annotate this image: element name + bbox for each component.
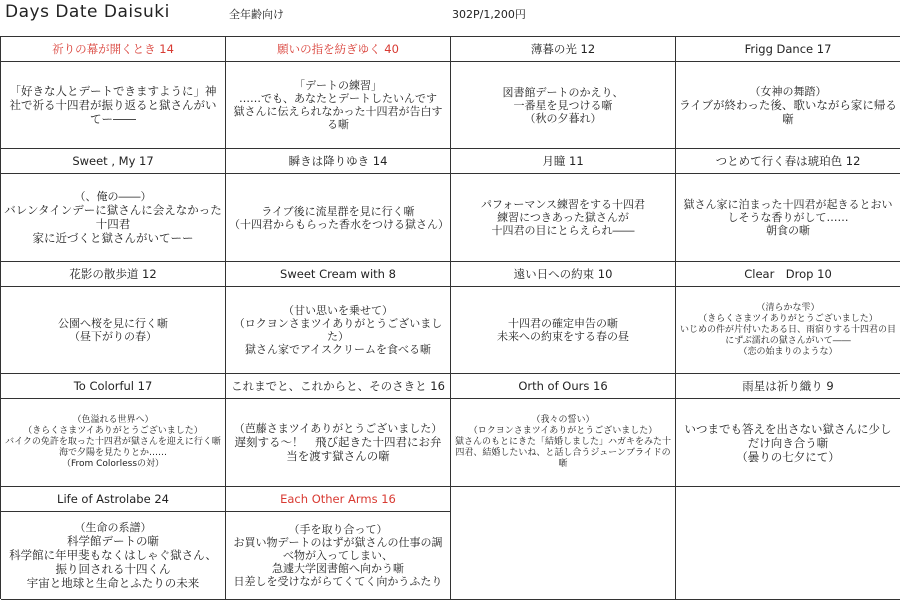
description-line: ライブ後に流星群を見に行く噺 <box>261 204 415 218</box>
description-line: 図書館デートのかえり、 <box>502 85 624 99</box>
cell-description <box>226 512 450 599</box>
header <box>0 0 900 36</box>
description-line: 日差しを受けながらてくてく向かうふたり <box>233 575 443 588</box>
description-line: （きらくさまツイありがとうございました） <box>698 313 878 324</box>
description-line: いつまでも答えを出さない獄さんに少しだけ向き合う噺 <box>684 421 892 450</box>
song-title: つとめて行く春は琥珀色 12 <box>676 149 900 174</box>
song-title: 祈りの幕が開くとき 14 <box>1 37 225 62</box>
grid-cell <box>451 262 676 374</box>
description-line: （昼下がりの春） <box>69 330 157 343</box>
description-line: ライブが終わった後、歌いながら家に帰る噺 <box>679 97 897 126</box>
description-line: （女神の舞踏） <box>749 84 827 98</box>
cell-description <box>226 62 450 148</box>
cell-description <box>451 287 675 373</box>
description-line: ……でも、あなたとデートしたいんです <box>239 92 437 105</box>
cell-description <box>1 62 225 148</box>
song-title: 瞬きは降りゆき 14 <box>226 149 450 174</box>
song-title: 薄暮の光 12 <box>451 37 675 62</box>
description-line: 「デートの練習」 <box>294 79 382 92</box>
description-line: （甘い思いを乗せて） <box>283 304 393 317</box>
song-title: Clear Drop 10 <box>676 262 900 287</box>
song-title: Each Other Arms 16 <box>226 487 450 512</box>
description-line: 十四君の確定申告の噺 <box>508 317 618 330</box>
description-line: 獄さんのもとにきた「結婚しました」ハガキをみた十四君、結婚したいね、と話し合うジューンブライドの噺 <box>454 437 671 469</box>
song-title: To Colorful 17 <box>1 374 225 399</box>
description-line: （ロクヨンさまツイありがとうございました） <box>468 426 658 436</box>
cell-description <box>1 287 225 373</box>
cell-description <box>676 287 900 373</box>
description-line: 未来への約束をする春の昼 <box>497 330 629 343</box>
grid-cell <box>676 149 900 262</box>
description-line: （、俺の――） <box>74 190 152 203</box>
grid-cell <box>226 149 451 262</box>
description-line: 科学館に年甲斐もなくはしゃぐ獄さん、振り回される十四くん <box>9 548 217 576</box>
grid-cell <box>676 374 900 487</box>
song-title: 花影の散歩道 12 <box>1 262 225 287</box>
song-title: 遠い日への約束 10 <box>451 262 675 287</box>
description-line: （色溢れる世界へ） <box>72 415 154 425</box>
cell-description <box>451 399 675 486</box>
description-line: 練習につきあった獄さんが <box>497 211 629 224</box>
description-line: （ロクヨンさまツイありがとうございました） <box>233 317 443 343</box>
grid-cell <box>676 262 900 374</box>
cell-description <box>676 399 900 486</box>
description-line: 海で夕陽を見たりとか…… <box>58 448 167 458</box>
description-line: いじめの件が片付いたある日、雨宿りする十四君の目にずぶ濡れの獄さんがいて―― <box>679 324 896 346</box>
description-line: （芭藤さまツイありがとうございました） <box>233 422 443 435</box>
description-line: 宇宙と地球と生命とふたりの未来 <box>26 576 200 590</box>
cell-description <box>226 174 450 261</box>
description-line: 朝食の噺 <box>766 224 810 237</box>
cell-description <box>451 62 675 148</box>
description-line: （十四君からもらった香水をつける獄さん） <box>229 217 449 231</box>
description-line: 獄さん家に泊まった十四君が起きるとおいしそうな香りがして…… <box>683 198 893 224</box>
audience-rating: 全年齢向け <box>229 8 284 21</box>
description-line: （曇りの七夕にて） <box>736 449 840 464</box>
grid-cell <box>451 37 676 149</box>
grid-cell <box>1 262 226 374</box>
grid-cell <box>1 487 226 600</box>
description-line: バイクの免許を取った十四君が獄さんを迎えに行く噺 <box>5 437 221 447</box>
song-title: Sweet Cream with 8 <box>226 262 450 287</box>
description-line: 科学館デートの噺 <box>67 534 159 548</box>
price-info: 302P/1,200円 <box>452 8 526 21</box>
cell-description <box>676 62 900 148</box>
grid-cell <box>226 37 451 149</box>
grid-cell <box>226 374 451 487</box>
description-line: 獄さん家でアイスクリームを食べる噺 <box>245 343 431 356</box>
description-line: 「好きな人とデートできますように」神社で祈る十四君が振り返ると獄さんがいてー―― <box>9 84 217 126</box>
song-title: これまでと、これからと、そのさきと 16 <box>226 374 450 399</box>
description-line: 十四君の目にとらえられ―― <box>491 224 635 237</box>
grid-cell <box>1 37 226 149</box>
description-line: 遅刻する～！ 飛び起きた十四君にお弁当を渡す獄さんの噺 <box>234 435 442 463</box>
description-line: パフォーマンス練習をする十四君 <box>480 198 646 211</box>
description-line: お買い物デートのはずが獄さんの仕事の調べ物が入ってしまい、 <box>233 536 443 562</box>
song-grid <box>0 36 900 599</box>
description-line: （手を取り合って） <box>288 523 388 536</box>
description-line: 急遽大学図書館へ向かう噺 <box>272 562 404 575</box>
description-line: （きらくさまツイありがとうございました） <box>23 426 203 436</box>
cell-description <box>226 399 450 486</box>
description-line: 公園へ桜を見に行く噺 <box>58 317 168 330</box>
description-line: バレンタインデーに獄さんに会えなかった十四君 <box>4 203 222 231</box>
description-line: 家に近づくと獄さんがいてーー <box>32 231 194 245</box>
description-line: （恋の始まりのような） <box>738 346 838 357</box>
grid-cell <box>451 374 676 487</box>
page-title: Days Date Daisuki <box>5 2 170 22</box>
cell-description <box>226 287 450 373</box>
description-line: （我々の誓い） <box>531 415 595 425</box>
song-title: Sweet , My 17 <box>1 149 225 174</box>
empty-cell <box>676 487 900 600</box>
description-line: （From Colorlessの対） <box>61 459 165 469</box>
grid-cell <box>226 487 451 600</box>
cell-description <box>1 174 225 261</box>
cell-description <box>1 512 225 599</box>
grid-cell <box>451 149 676 262</box>
grid-cell <box>226 262 451 374</box>
song-title: Life of Astrolabe 24 <box>1 487 225 512</box>
song-title: 雨星は祈り織り 9 <box>676 374 900 399</box>
cell-description <box>451 174 675 261</box>
description-line: 獄さんに伝えられなかった十四君が告白する噺 <box>233 105 443 131</box>
grid-cell <box>1 374 226 487</box>
grid-cell <box>676 37 900 149</box>
cell-description <box>1 399 225 486</box>
description-line: （清らかな雫） <box>756 302 820 313</box>
grid-cell <box>1 149 226 262</box>
description-line: 一番星を見つける噺 <box>513 98 613 112</box>
song-title: Orth of Ours 16 <box>451 374 675 399</box>
cell-description <box>676 174 900 261</box>
song-title: 月瞳 11 <box>451 149 675 174</box>
empty-cell <box>451 487 676 600</box>
description-line: （秋の夕暮れ） <box>524 111 602 125</box>
description-line: （生命の系譜） <box>74 521 152 534</box>
song-title: Frigg Dance 17 <box>676 37 900 62</box>
song-title: 願いの指を紡ぎゆく 40 <box>226 37 450 62</box>
